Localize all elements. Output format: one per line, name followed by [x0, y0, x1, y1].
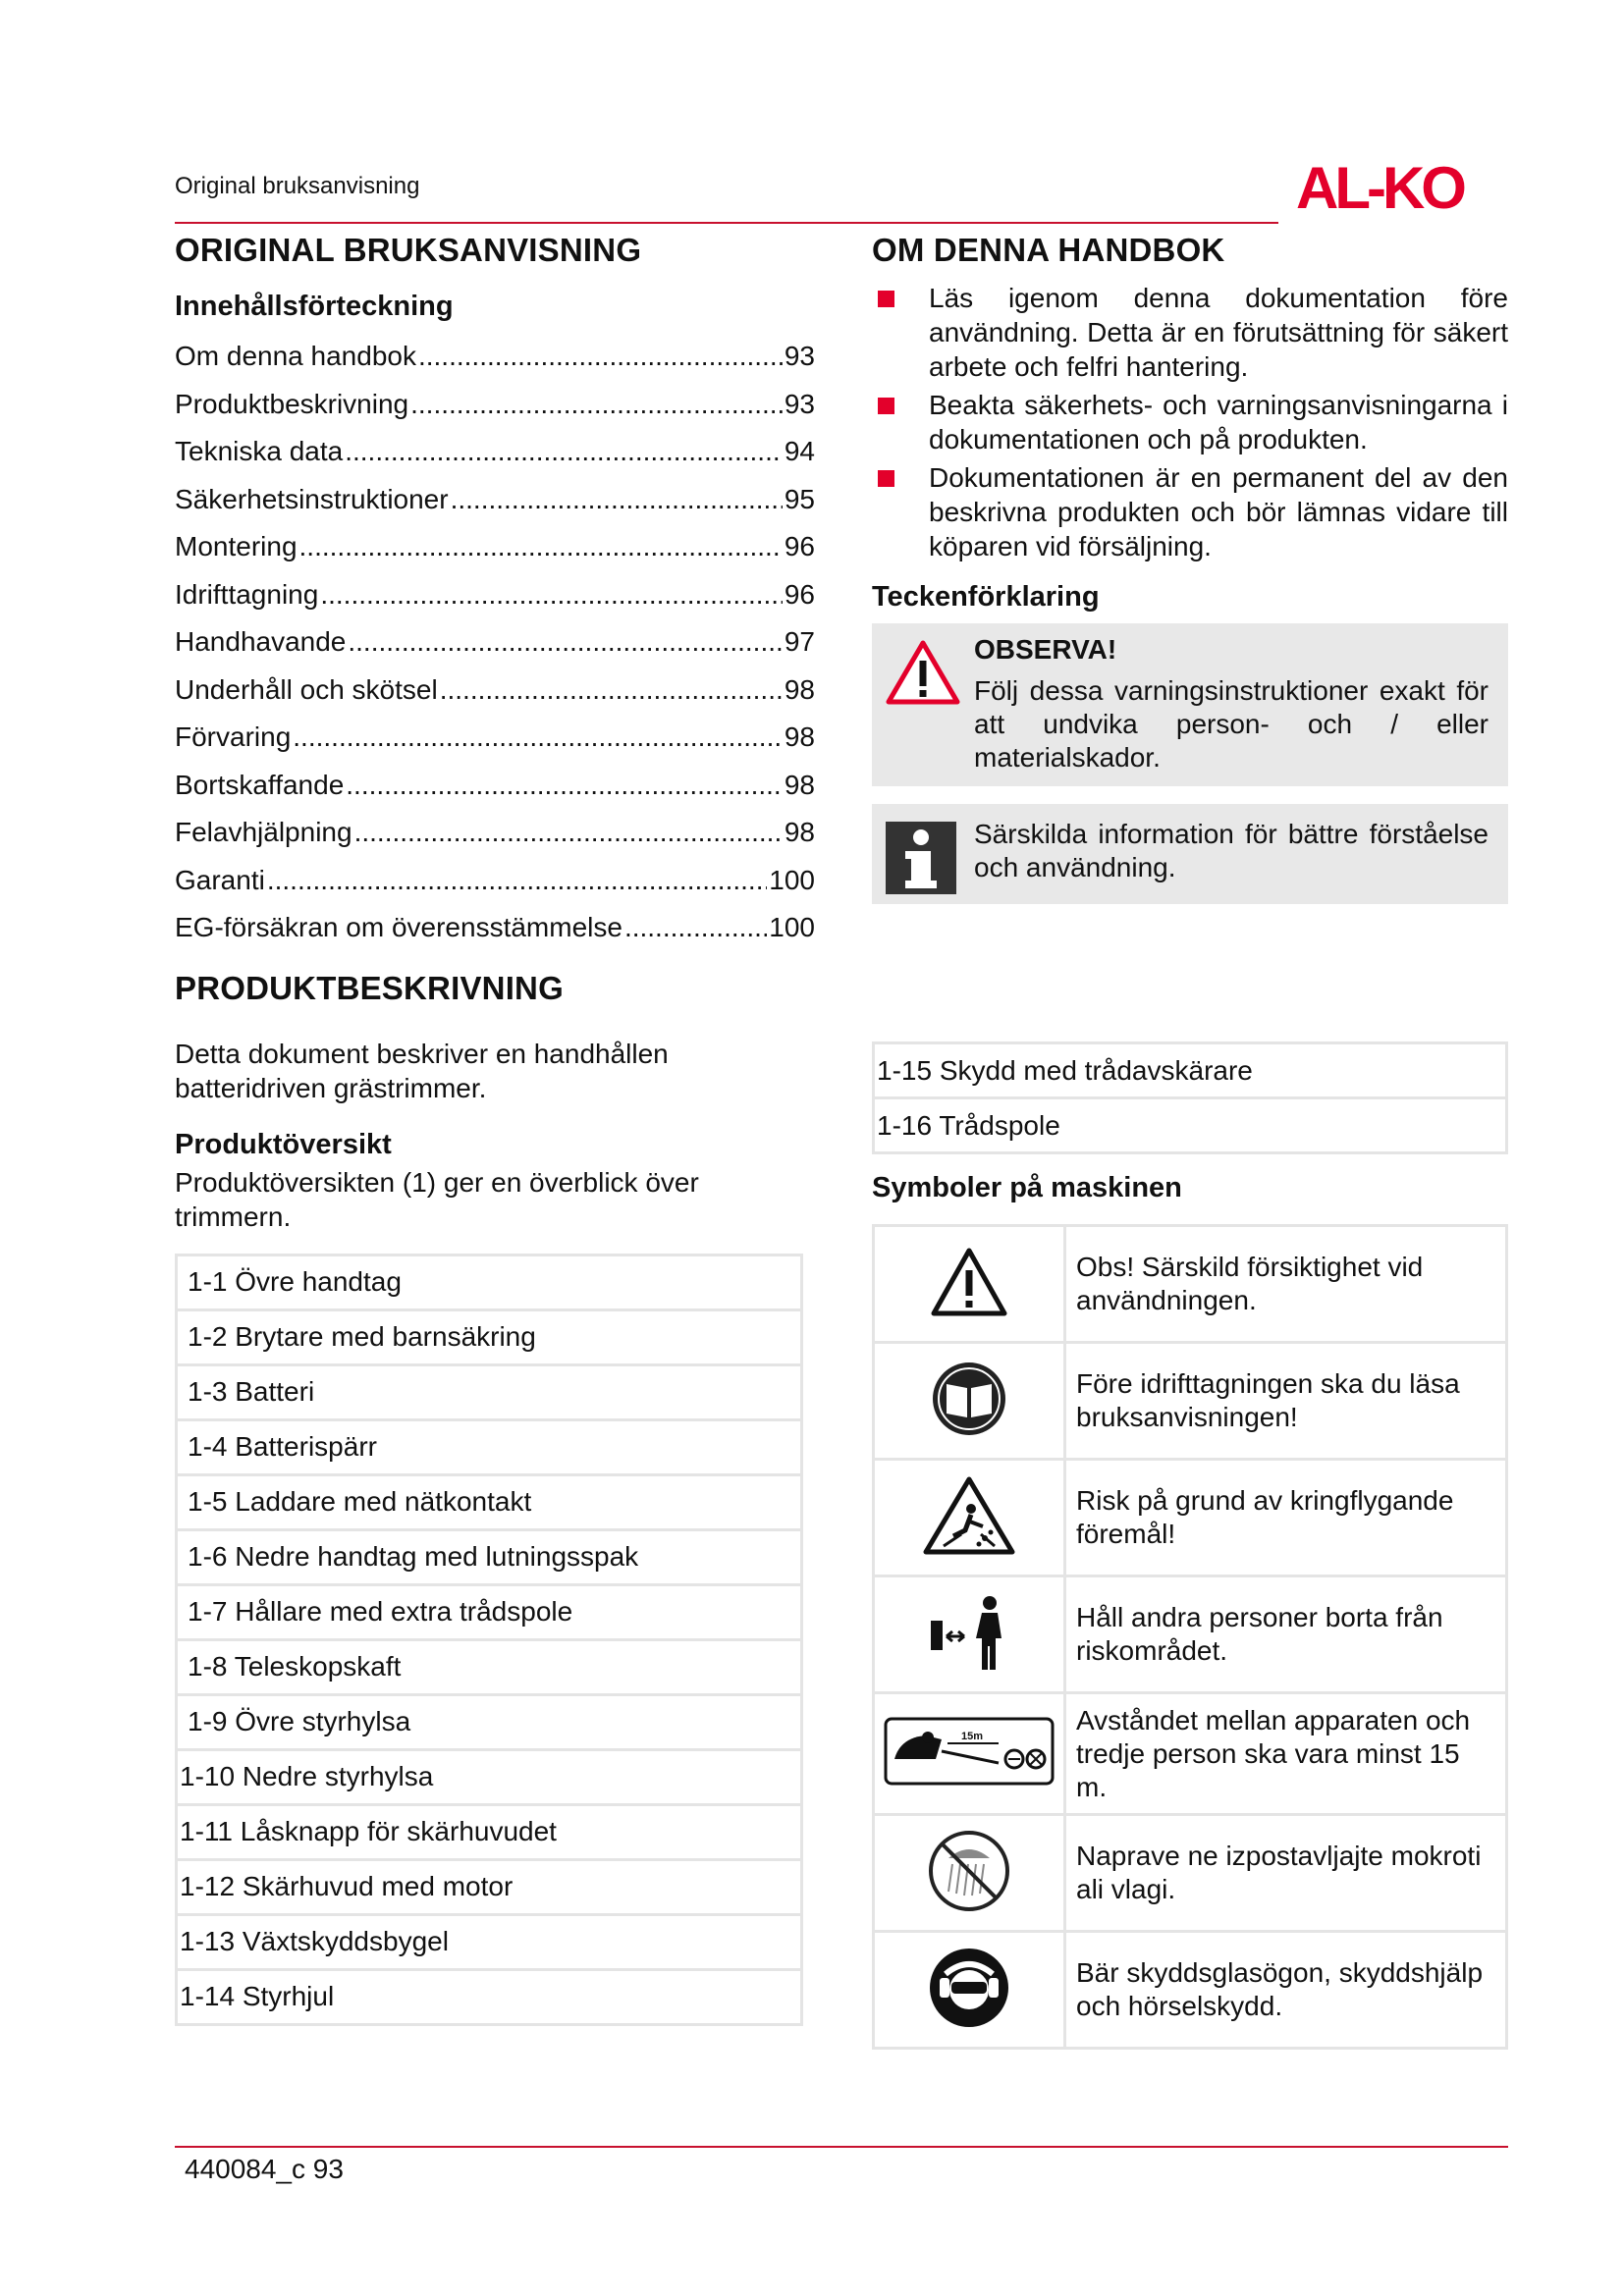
- toc-entry: [175, 428, 815, 476]
- toc-page-number: 95: [784, 483, 815, 514]
- toc-entry: [175, 618, 815, 667]
- main-heading: ORIGINAL BRUKSANVISNING: [175, 232, 642, 268]
- symbol-row: [874, 1226, 1507, 1343]
- protective-gear-icon: [928, 1947, 1010, 2034]
- part-name: Batteri: [235, 1376, 315, 1407]
- legend-heading: Teckenförklaring: [872, 581, 1100, 613]
- symbol-description: Håll andra personer borta från riskområdet.: [1065, 1576, 1507, 1693]
- part-name: Brytare med barnsäkring: [235, 1321, 536, 1352]
- toc-leader: [410, 381, 783, 429]
- part-row: [874, 1098, 1507, 1153]
- part-row: [177, 1364, 802, 1419]
- symbol-description: Obs! Särskild försiktighet vid användningen.: [1065, 1226, 1507, 1343]
- part-cell: [177, 1969, 802, 2024]
- part-number: 1-2: [188, 1321, 228, 1352]
- footer-rule: [175, 2146, 1508, 2148]
- toc-entry-label: Om denna handbok: [175, 341, 416, 371]
- overview-text: Produktöversikten (1) ger en överblick över trimmern.: [175, 1166, 699, 1232]
- toc-page-number: 100: [769, 864, 815, 895]
- bullet-item: [872, 281, 1508, 384]
- symbol-description: Risk på grund av kringflygande föremål!: [1065, 1460, 1507, 1576]
- warning-triangle-icon: [930, 1247, 1008, 1322]
- part-row: [177, 1639, 802, 1694]
- info-text: Särskilda information för bättre förståelse och användning.: [974, 819, 1489, 882]
- distance-15m-icon: [883, 1716, 1056, 1791]
- bullet-text: Beakta säkerhets- och varningsanvisningarna i dokumentationen och på produkten.: [929, 390, 1508, 454]
- part-name: Hållare med extra trådspole: [235, 1596, 573, 1627]
- symbols-heading: Symboler på maskinen: [872, 1172, 1182, 1203]
- symbol-row: [874, 1932, 1507, 2049]
- svg-text:15m: 15m: [961, 1731, 984, 1742]
- part-number: 1-5: [188, 1486, 228, 1517]
- part-cell: [177, 1859, 802, 1914]
- toc-leader: [299, 523, 783, 571]
- warning-text: Följ dessa varningsinstruktioner exakt för att undvika person- och / eller materialskador.: [974, 675, 1489, 773]
- read-manual-icon: [931, 1361, 1007, 1442]
- toc-leader: [418, 333, 783, 381]
- toc-page-number: 97: [784, 626, 815, 657]
- part-row: [177, 1309, 802, 1364]
- warning-box: [872, 623, 1508, 786]
- toc-page-number: 98: [784, 721, 815, 752]
- part-name: Teleskopskaft: [234, 1651, 402, 1682]
- symbol-icon-cell: [874, 1815, 1065, 1932]
- no-rain-icon: [927, 1829, 1011, 1918]
- part-cell: [177, 1529, 802, 1584]
- toc-entry-label: Montering: [175, 531, 298, 561]
- part-number: 1-14: [180, 1981, 236, 2011]
- part-cell: [177, 1914, 802, 1969]
- part-cell: [177, 1804, 802, 1859]
- toc-page-number: 96: [784, 531, 815, 561]
- flying-objects-icon: [922, 1475, 1016, 1561]
- toc-page-number: 98: [784, 673, 815, 705]
- toc-leader: [320, 571, 783, 619]
- alko-logo: [1296, 159, 1508, 216]
- symbol-row: [874, 1343, 1507, 1460]
- part-name: Skydd med trådavskärare: [939, 1054, 1253, 1086]
- info-box: [872, 804, 1508, 904]
- bullet-marker: [878, 398, 894, 414]
- toc-leader: [267, 857, 767, 905]
- part-name: Batterispärr: [235, 1431, 377, 1462]
- part-cell: [177, 1419, 802, 1474]
- part-row: [177, 1914, 802, 1969]
- part-cell: [874, 1098, 1507, 1153]
- svg-text:AL-KO: AL-KO: [1296, 159, 1463, 216]
- part-number: 1-11: [180, 1816, 233, 1846]
- part-cell: [177, 1364, 802, 1419]
- symbol-icon-cell: [874, 1932, 1065, 2049]
- bullet-text: Dokumentationen är en permanent del av den beskrivna produkten och bör lämnas vidare till köparen vid försäljning.: [929, 462, 1508, 561]
- toc-entry: [175, 857, 815, 905]
- symbol-row: [874, 1815, 1507, 1932]
- toc-entry-label: Garanti: [175, 864, 265, 895]
- toc-page-number: 98: [784, 817, 815, 847]
- part-number: 1-16: [877, 1109, 933, 1141]
- toc-entry: [175, 523, 815, 571]
- toc-entry-label: Idrifttagning: [175, 578, 319, 610]
- part-name: Laddare med nätkontakt: [235, 1486, 532, 1517]
- part-number: 1-6: [188, 1541, 228, 1572]
- part-row: [177, 1694, 802, 1749]
- bullet-text: Läs igenom denna dokumentation före användning. Detta är en förutsättning för säkert arbete och felfri hantering.: [929, 283, 1508, 382]
- part-row: [177, 1419, 802, 1474]
- part-name: Låsknapp för skärhuvudet: [240, 1816, 557, 1846]
- footer-text: 440084_c 93: [185, 2154, 344, 2184]
- toc-leader: [346, 762, 783, 810]
- part-number: 1-10: [180, 1761, 236, 1791]
- warning-icon: [886, 639, 960, 706]
- symbol-description: Bär skyddsglasögon, skyddshjälp och hörselskydd.: [1065, 1932, 1507, 2049]
- toc-entry-label: Förvaring: [175, 721, 292, 752]
- toc-leader: [345, 428, 783, 476]
- bullet-marker: [878, 470, 894, 487]
- warning-title: OBSERVA!: [974, 634, 1117, 665]
- part-name: Övre handtag: [235, 1266, 402, 1297]
- part-row: [177, 1749, 802, 1804]
- part-number: 1-4: [188, 1431, 228, 1462]
- product-text: Detta dokument beskriver en handhållen batteridriven grästrimmer.: [175, 1038, 669, 1103]
- part-cell: [177, 1309, 802, 1364]
- part-cell: [177, 1639, 802, 1694]
- part-cell: [177, 1749, 802, 1804]
- toc-entry: [175, 762, 815, 810]
- part-number: 1-12: [180, 1871, 236, 1901]
- part-name: Styrhjul: [242, 1981, 335, 2011]
- toc-page-number: 96: [784, 578, 815, 610]
- part-cell: [177, 1694, 802, 1749]
- keep-distance-icon: [925, 1591, 1013, 1679]
- symbol-description: Avståndet mellan apparaten och tredje person ska vara minst 15 m.: [1065, 1693, 1507, 1815]
- toc-leader: [451, 476, 783, 524]
- left-column: [175, 228, 815, 2026]
- part-cell: [177, 1474, 802, 1529]
- toc-entry: [175, 333, 815, 381]
- part-cell: [177, 1584, 802, 1639]
- toc-leader: [354, 809, 783, 857]
- toc-page-number: 93: [784, 388, 815, 419]
- right-column: [872, 228, 1508, 2050]
- part-name: Trådspole: [939, 1109, 1060, 1141]
- info-icon: [886, 822, 956, 894]
- symbol-description: Naprave ne izpostavljajte mokroti ali vlagi.: [1065, 1815, 1507, 1932]
- part-cell: [177, 1255, 802, 1309]
- toc-leader: [348, 618, 782, 667]
- toc-entry-label: Underhåll och skötsel: [175, 673, 438, 705]
- toc-leader: [624, 904, 767, 952]
- part-row: [177, 1859, 802, 1914]
- parts-table-cont: [872, 1041, 1508, 1154]
- toc-page-number: 98: [784, 769, 815, 800]
- symbol-icon-cell: [874, 1460, 1065, 1576]
- toc-leader: [293, 714, 783, 762]
- part-number: 1-8: [188, 1651, 228, 1682]
- symbol-row: [874, 1460, 1507, 1576]
- toc-entry-label: Produktbeskrivning: [175, 388, 409, 419]
- bullet-item: [872, 460, 1508, 563]
- overview-heading: Produktöversikt: [175, 1128, 392, 1160]
- toc-heading: Innehållsförteckning: [175, 291, 454, 322]
- symbol-icon-cell: [874, 1576, 1065, 1693]
- part-name: Nedre styrhylsa: [242, 1761, 434, 1791]
- toc-entry: [175, 571, 815, 619]
- toc-entry: [175, 667, 815, 715]
- part-number: 1-9: [188, 1706, 228, 1736]
- symbol-row: [874, 1576, 1507, 1693]
- part-number: 1-7: [188, 1596, 228, 1627]
- toc-entry-label: Handhavande: [175, 626, 347, 657]
- toc-entry: [175, 714, 815, 762]
- header-rule: [175, 222, 1278, 224]
- symbol-icon-cell: [874, 1226, 1065, 1343]
- part-row: [177, 1584, 802, 1639]
- part-name: Skärhuvud med motor: [242, 1871, 514, 1901]
- part-row: [177, 1529, 802, 1584]
- bullet-marker: [878, 291, 894, 307]
- part-row: [177, 1969, 802, 2024]
- toc-entry: [175, 904, 815, 952]
- part-row: [874, 1043, 1507, 1098]
- handbook-heading: OM DENNA HANDBOK: [872, 232, 1225, 268]
- toc-entry: [175, 476, 815, 524]
- part-number: 1-3: [188, 1376, 228, 1407]
- toc-entry: [175, 381, 815, 429]
- part-name: Växtskyddsbygel: [242, 1926, 449, 1956]
- part-row: [177, 1804, 802, 1859]
- toc-page-number: 100: [769, 912, 815, 942]
- part-name: Nedre handtag med lutningsspak: [235, 1541, 639, 1572]
- toc-entry-label: Bortskaffande: [175, 769, 345, 800]
- header-title: Original bruksanvisning: [175, 173, 420, 199]
- toc-entry-label: Tekniska data: [175, 436, 344, 466]
- parts-table: [175, 1254, 803, 2026]
- symbol-description: Före idrifttagningen ska du läsa bruksanvisningen!: [1065, 1343, 1507, 1460]
- bullet-item: [872, 388, 1508, 456]
- table-of-contents: [175, 333, 815, 952]
- part-row: [177, 1474, 802, 1529]
- part-cell: [874, 1043, 1507, 1098]
- toc-leader: [440, 667, 783, 715]
- toc-page-number: 93: [784, 341, 815, 371]
- part-number: 1-1: [188, 1266, 228, 1297]
- symbol-row: [874, 1693, 1507, 1815]
- toc-entry-label: Säkerhetsinstruktioner: [175, 483, 449, 514]
- toc-entry-label: Felavhjälpning: [175, 817, 352, 847]
- toc-entry-label: EG-försäkran om överensstämmelse: [175, 912, 623, 942]
- handbook-bullets: [872, 281, 1508, 563]
- symbols-table: [872, 1224, 1508, 2050]
- symbol-icon-cell: [874, 1343, 1065, 1460]
- part-number: 1-13: [180, 1926, 236, 1956]
- part-row: [177, 1255, 802, 1309]
- toc-page-number: 94: [784, 436, 815, 466]
- toc-entry: [175, 809, 815, 857]
- symbol-icon-cell: [874, 1693, 1065, 1815]
- part-name: Övre styrhylsa: [235, 1706, 411, 1736]
- part-number: 1-15: [877, 1054, 933, 1086]
- product-heading: PRODUKTBESKRIVNING: [175, 969, 564, 1006]
